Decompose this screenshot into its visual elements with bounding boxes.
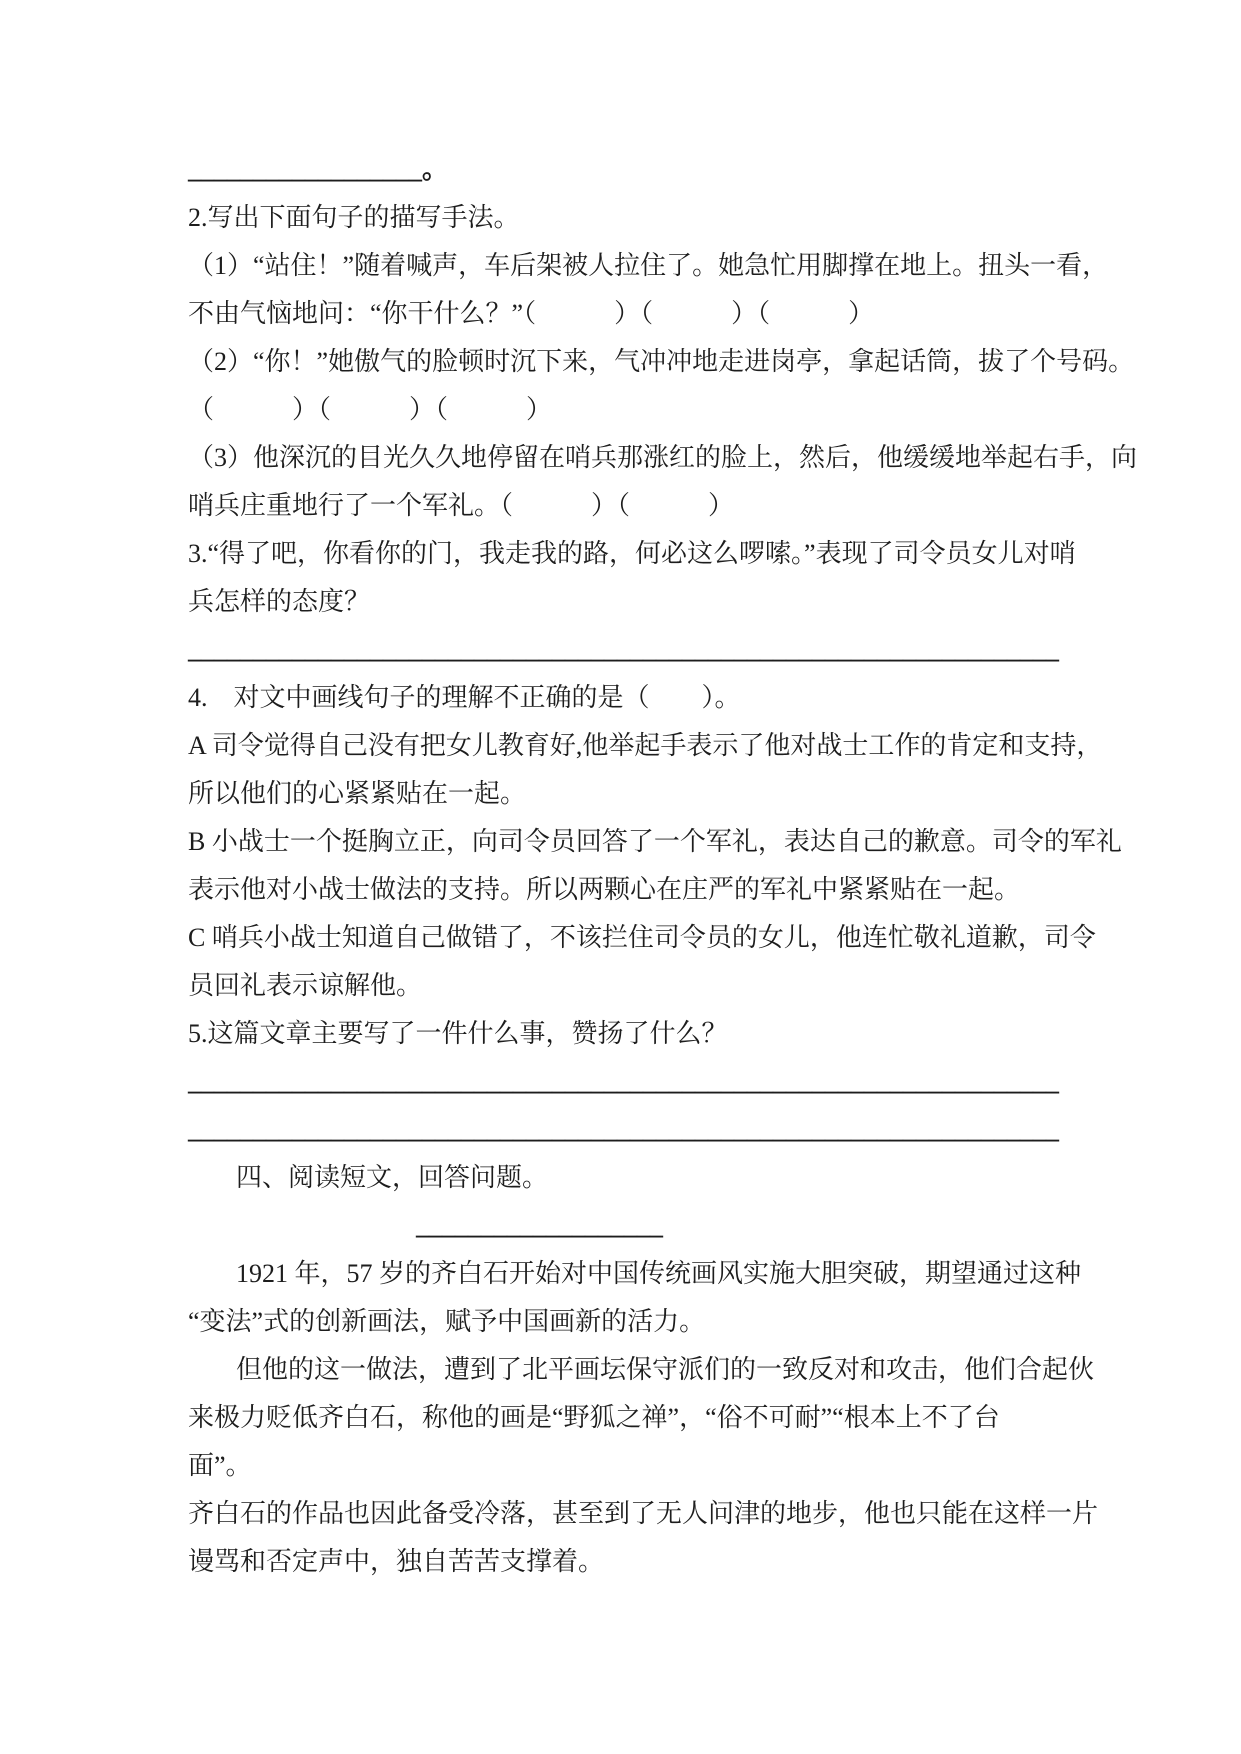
question-5-heading: 5.这篇文章主要写了一件什么事，赞扬了什么？ bbox=[188, 1019, 728, 1048]
q2-item-2-answer-blanks: （ ）（ ）（ ） bbox=[188, 395, 553, 424]
answer-blank-line: ___________________________________________________________________ bbox=[188, 635, 1059, 664]
section-4-heading: 四、阅读短文，回答问题。 bbox=[236, 1163, 549, 1192]
answer-blank-continuation: __________________。 bbox=[188, 155, 449, 184]
document-content bbox=[188, 146, 1138, 1586]
q2-item-1-line-1: （1）“站住！”随着喊声，车后架被人拉住了。她急忙用脚撑在地上。扭头一看， bbox=[188, 251, 1109, 280]
q2-item-1-line-2-with-answer-blanks: 不由气恼地问：“你干什么？”（ ）（ ）（ ） bbox=[188, 299, 875, 328]
q2-item-2-line-1: （2）“你！”她傲气的脸顿时沉下来，气冲冲地走进岗亭，拿起话筒，拔了个号码。 bbox=[188, 347, 1135, 376]
answer-blank-line: ___________________________________________________________________ bbox=[188, 1115, 1059, 1144]
question-4-heading: 4. 对文中画线句子的理解不正确的是（ ）。 bbox=[188, 683, 741, 712]
q2-item-3-line-1: （3）他深沉的目光久久地停留在哨兵那涨红的脸上，然后，他缓缓地举起右手，向 bbox=[188, 443, 1138, 472]
q2-item-3-line-2-with-answer-blanks: 哨兵庄重地行了一个军礼。（ ）（ ） bbox=[188, 491, 735, 520]
q4-option-c-line-1: C 哨兵小战士知道自己做错了，不该拦住司令员的女儿，他连忙敬礼道歉，司令 bbox=[188, 923, 1096, 952]
question-3-line-1: 3.“得了吧，你看你的门，我走我的路，何必这么啰嗦。”表现了司令员女儿对哨 bbox=[188, 539, 1076, 568]
q4-option-a-line-2: 所以他们的心紧紧贴在一起。 bbox=[188, 779, 527, 808]
question-2-heading: 2.写出下面句子的描写手法。 bbox=[188, 203, 520, 232]
q4-option-a-line-1: A 司令觉得自己没有把女儿教育好,他举起手表示了他对战士工作的肯定和支持， bbox=[188, 731, 1103, 760]
passage-para-3-line-1: 齐白石的作品也因此备受冷落，甚至到了无人问津的地步，他也只能在这样一片 bbox=[188, 1499, 1099, 1528]
q4-option-b-line-2: 表示他对小战士做法的支持。所以两颗心在庄严的军礼中紧紧贴在一起。 bbox=[188, 875, 1021, 904]
passage-para-1-line-1: 1921 年，57 岁的齐白石开始对中国传统画风实施大胆突破，期望通过这种 bbox=[236, 1259, 1082, 1288]
q4-option-b-line-1: B 小战士一个挺胸立正，向司令员回答了一个军礼，表达自己的歉意。司令的军礼 bbox=[188, 827, 1122, 856]
question-3-line-2: 兵怎样的态度？ bbox=[188, 587, 371, 616]
passage-para-2-line-3: 面”。 bbox=[188, 1451, 252, 1480]
passage-para-2-line-2: 来极力贬低齐白石，称他的画是“野狐之禅”，“俗不可耐”“根本上不了台 bbox=[188, 1403, 1000, 1432]
passage-title-blank: ___________________ bbox=[416, 1211, 663, 1240]
answer-blank-line: ___________________________________________________________________ bbox=[188, 1067, 1059, 1096]
passage-para-1-line-2: “变法”式的创新画法，赋予中国画新的活力。 bbox=[188, 1307, 706, 1336]
passage-para-3-line-2: 谩骂和否定声中，独自苦苦支撑着。 bbox=[188, 1547, 605, 1576]
passage-para-2-line-1: 但他的这一做法，遭到了北平画坛保守派们的一致反对和攻击，他们合起伙 bbox=[236, 1355, 1095, 1384]
q4-option-c-line-2: 员回礼表示谅解他。 bbox=[188, 971, 423, 1000]
